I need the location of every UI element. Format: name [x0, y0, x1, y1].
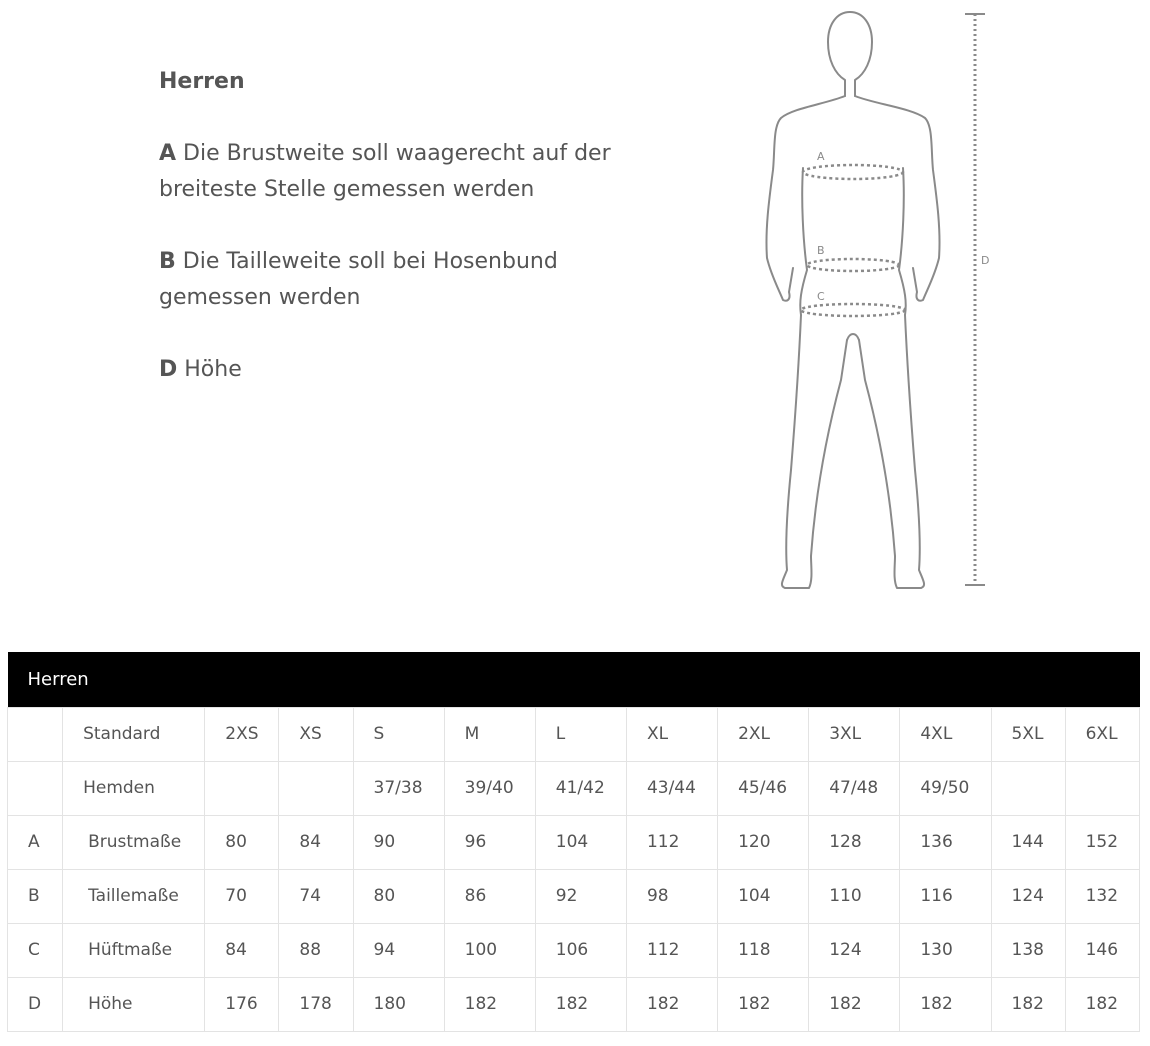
instruction-key: B: [159, 249, 176, 274]
table-cell: 182: [535, 977, 626, 1031]
table-cell: 70: [205, 869, 279, 923]
size-chart-table: [7, 652, 1140, 1032]
table-cell: 106: [535, 923, 626, 977]
row-label: Brustmaße: [63, 815, 205, 869]
table-cell: 104: [535, 815, 626, 869]
row-label: Hüftmaße: [63, 923, 205, 977]
instruction-key: A: [159, 141, 177, 166]
table-cell: 94: [353, 923, 444, 977]
table-row-brust: [8, 815, 1140, 869]
instruction-text: Die Brustweite soll waagerecht auf der breiteste Stelle gemessen werden: [159, 141, 611, 202]
table-cell: 152: [1065, 815, 1139, 869]
row-key-cell: D: [8, 977, 63, 1031]
size-header: XS: [279, 707, 353, 761]
row-key-cell: [8, 761, 63, 815]
figure-label-b: B: [817, 244, 825, 257]
table-cell: 74: [279, 869, 353, 923]
table-cell: 84: [279, 815, 353, 869]
figure-label-a: A: [817, 150, 825, 163]
table-cell: 112: [626, 923, 717, 977]
size-header: 4XL: [900, 707, 991, 761]
row-label: Hemden: [63, 761, 205, 815]
row-key-cell: B: [8, 869, 63, 923]
size-header: 2XS: [205, 707, 279, 761]
table-row-hoehe: [8, 977, 1140, 1031]
table-cell: 124: [991, 869, 1065, 923]
table-cell: [1065, 761, 1139, 815]
table-cell: 182: [626, 977, 717, 1031]
table-cell: 182: [444, 977, 535, 1031]
table-cell: 132: [1065, 869, 1139, 923]
standard-label: Standard: [63, 707, 205, 761]
size-header: 5XL: [991, 707, 1065, 761]
row-label: Höhe: [63, 977, 205, 1031]
table-cell: 116: [900, 869, 991, 923]
size-header: 2XL: [718, 707, 809, 761]
figure-label-c: C: [817, 290, 825, 303]
table-cell: 86: [444, 869, 535, 923]
figure-label-d: D: [981, 254, 990, 267]
table-cell: 182: [718, 977, 809, 1031]
table-cell: 182: [1065, 977, 1139, 1031]
table-cell: 39/40: [444, 761, 535, 815]
table-cell: 98: [626, 869, 717, 923]
table-cell: 47/48: [809, 761, 900, 815]
table-cell: 130: [900, 923, 991, 977]
size-header: S: [353, 707, 444, 761]
body-measurement-figure: [745, 0, 1005, 605]
table-cell: 136: [900, 815, 991, 869]
row-key-cell: [8, 707, 63, 761]
table-cell: [991, 761, 1065, 815]
row-key-cell: C: [8, 923, 63, 977]
size-header: M: [444, 707, 535, 761]
table-cell: 120: [718, 815, 809, 869]
table-cell: 41/42: [535, 761, 626, 815]
table-cell: 96: [444, 815, 535, 869]
table-title: Herren: [8, 652, 1140, 707]
instructions-heading: Herren: [159, 69, 245, 94]
size-header: 3XL: [809, 707, 900, 761]
size-header: 6XL: [1065, 707, 1139, 761]
table-row-taille: [8, 869, 1140, 923]
table-cell: 88: [279, 923, 353, 977]
measurement-instructions: [159, 64, 619, 388]
table-cell: 80: [205, 815, 279, 869]
table-cell: 37/38: [353, 761, 444, 815]
table-cell: 112: [626, 815, 717, 869]
table-cell: 100: [444, 923, 535, 977]
table-cell: 182: [809, 977, 900, 1031]
table-cell: 45/46: [718, 761, 809, 815]
instruction-text: Höhe: [184, 357, 242, 382]
table-cell: 180: [353, 977, 444, 1031]
instruction-d: [159, 352, 619, 388]
table-title-row: [8, 652, 1140, 707]
table-cell: 182: [900, 977, 991, 1031]
instruction-b: [159, 244, 619, 316]
table-cell: 43/44: [626, 761, 717, 815]
table-cell: 90: [353, 815, 444, 869]
table-cell: [205, 761, 279, 815]
table-cell: 49/50: [900, 761, 991, 815]
table-cell: 176: [205, 977, 279, 1031]
table-cell: 92: [535, 869, 626, 923]
table-cell: 146: [1065, 923, 1139, 977]
row-key-cell: A: [8, 815, 63, 869]
table-cell: 178: [279, 977, 353, 1031]
table-cell: 182: [991, 977, 1065, 1031]
table-cell: 138: [991, 923, 1065, 977]
table-cell: 144: [991, 815, 1065, 869]
table-header-row: [8, 707, 1140, 761]
table-cell: 104: [718, 869, 809, 923]
table-row-hemden: [8, 761, 1140, 815]
table-cell: 128: [809, 815, 900, 869]
instruction-a: [159, 136, 619, 208]
row-label: Taillemaße: [63, 869, 205, 923]
table-cell: 84: [205, 923, 279, 977]
instruction-text: Die Tailleweite soll bei Hosenbund gemessen werden: [159, 249, 558, 310]
instruction-key: D: [159, 357, 178, 382]
body-outline-icon: [745, 0, 1005, 605]
table-row-huefte: [8, 923, 1140, 977]
table-cell: 118: [718, 923, 809, 977]
table-cell: 80: [353, 869, 444, 923]
size-header: L: [535, 707, 626, 761]
table-cell: 124: [809, 923, 900, 977]
table-cell: 110: [809, 869, 900, 923]
table-cell: [279, 761, 353, 815]
size-header: XL: [626, 707, 717, 761]
